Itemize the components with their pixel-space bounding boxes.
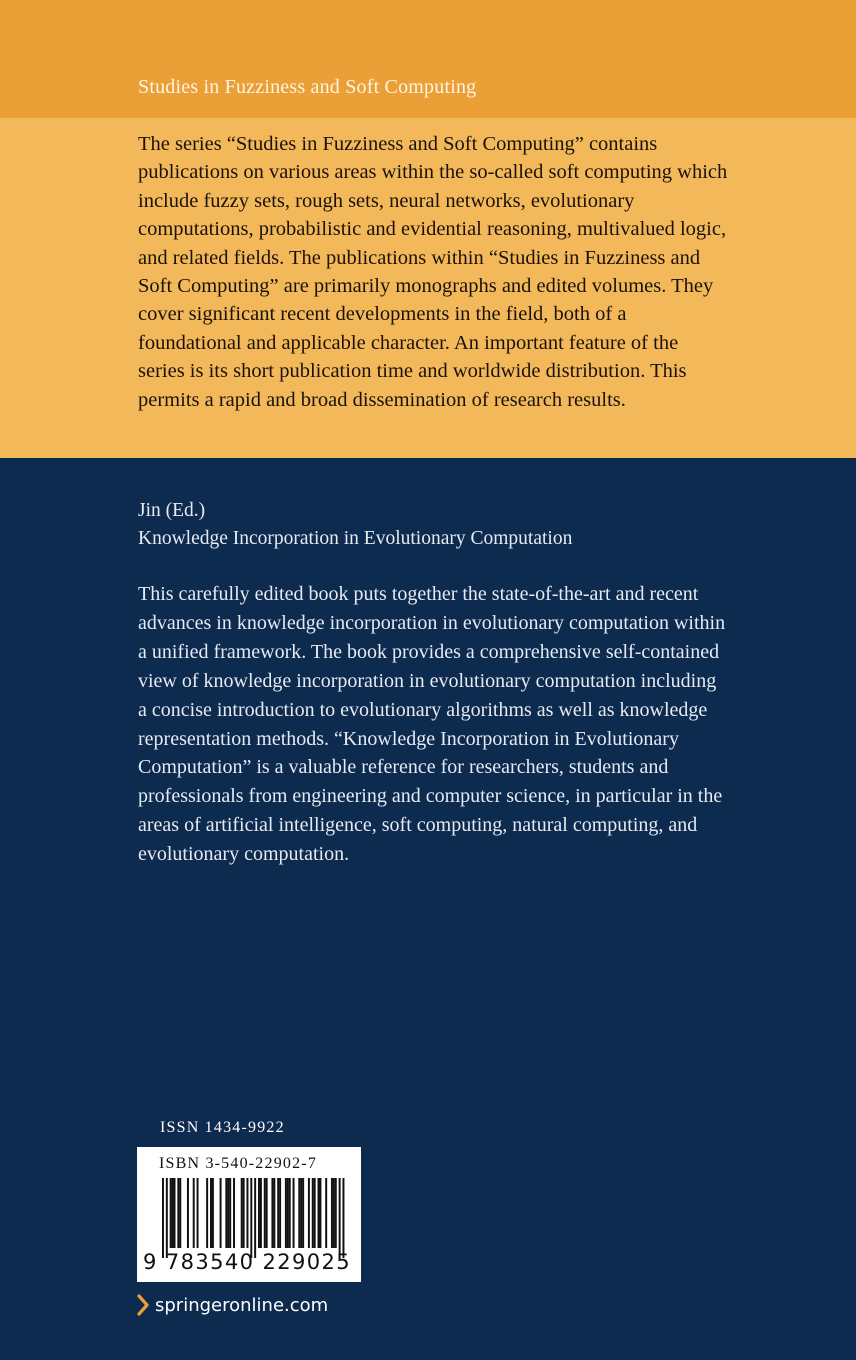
barcode-bar (212, 1178, 214, 1248)
barcode-bar (177, 1178, 179, 1248)
isbn-label: ISBN 3-540-22902-7 (159, 1155, 318, 1172)
barcode-bar (179, 1178, 181, 1248)
barcode-bar (264, 1178, 266, 1248)
barcode-bar (266, 1178, 268, 1248)
chevron-right-icon (136, 1294, 150, 1316)
barcode-bar (342, 1178, 344, 1258)
barcode-bar (174, 1178, 176, 1248)
barcode-bar (220, 1178, 222, 1248)
barcode-bar (162, 1178, 164, 1258)
barcode-bar (277, 1178, 279, 1248)
barcode-bar (254, 1178, 256, 1258)
barcode-bar (166, 1178, 168, 1258)
barcode-bar (331, 1178, 333, 1248)
book-editor: Jin (Ed.) (138, 500, 206, 521)
barcode-bar (271, 1178, 273, 1248)
barcode-bar (312, 1178, 314, 1248)
barcode-bar (246, 1178, 248, 1248)
barcode-bar (279, 1178, 281, 1248)
series-description: The series “Studies in Fuzziness and Soft Computing” contains publications on various areas within the so-called soft computing which include fuzzy sets, rough sets, neural networks, evolutionary computations, probabilistic and evidential reasoning, multivalued logic, and related fields. The publications within “Studies in Fuzziness and Soft Computing” are primarily monographs and edited volumes. They cover significant recent developments in the field, both of a foundational and applicable character. An important feature of the series is its short publication time and worldwide distribution. This permits a rapid and broad dissemination of research results. (138, 133, 728, 411)
barcode-bar (298, 1178, 300, 1248)
barcode-bar (302, 1178, 304, 1248)
barcode-bar (172, 1178, 174, 1248)
barcode-bar (229, 1178, 231, 1248)
barcode-bar (193, 1178, 195, 1248)
barcode-bar (300, 1178, 302, 1248)
barcode-bar (243, 1178, 245, 1248)
barcode-bar (287, 1178, 289, 1248)
ean-digits: 9 783540 229025 (143, 1250, 352, 1274)
barcode-bar (225, 1178, 227, 1248)
barcode-bar (325, 1178, 327, 1248)
barcode-bar (187, 1178, 189, 1248)
series-header-band (0, 0, 856, 118)
series-title: Studies in Fuzziness and Soft Computing (138, 76, 477, 98)
barcode-bar (227, 1178, 229, 1248)
publisher-url: springeronline.com (155, 1294, 329, 1316)
barcode-panel (137, 1147, 361, 1282)
barcode-bar (285, 1178, 287, 1248)
barcode-bar (241, 1178, 243, 1248)
barcode-bar (206, 1178, 208, 1248)
book-description: This carefully edited book puts together the state-of-the-art and recent advances in knowledge incorporation in evolutionary computation within a unified framework. The book provides a comprehensive self-contained view of knowledge incorporation in evolutionary computation including a concise introduction to evolutionary algorithms as well as knowledge representation methods. “Knowledge Incorporation in Evolutionary Computation” is a valuable reference for researchers, students and professionals from engineering and computer science, in particular in the areas of artificial intelligence, soft computing, natural computing, and evolutionary computation. (138, 583, 726, 866)
barcode-bar (273, 1178, 275, 1248)
barcode-bar (339, 1178, 341, 1258)
barcode-bar (250, 1178, 252, 1258)
barcode-bar (318, 1178, 320, 1248)
barcode-bar (197, 1178, 199, 1248)
barcode-bar (319, 1178, 321, 1248)
barcode-bar (289, 1178, 291, 1248)
barcode-bar (258, 1178, 260, 1248)
barcode-bar (210, 1178, 212, 1248)
barcode-bar (308, 1178, 310, 1248)
barcode-bar (335, 1178, 337, 1248)
barcode-bar (293, 1178, 295, 1248)
book-title: Knowledge Incorporation in Evolutionary Computation (138, 528, 573, 549)
barcode-bar (170, 1178, 172, 1248)
barcode-bar (233, 1178, 235, 1248)
issn-label: ISSN 1434-9922 (160, 1119, 285, 1136)
barcode-bar (314, 1178, 316, 1248)
publisher-link[interactable] (136, 1290, 328, 1320)
barcode-bar (333, 1178, 335, 1248)
barcode-bar (260, 1178, 262, 1248)
